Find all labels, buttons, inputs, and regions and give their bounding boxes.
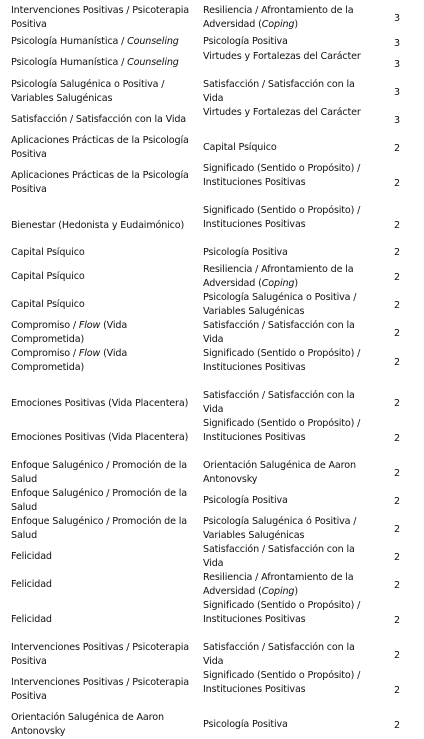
table-row [0,599,424,641]
category-a-cell: Psicología Salugénica o Positiva / Variables Salugénicas [11,79,165,104]
table-row [0,106,424,134]
category-b-cell: Satisfacción / Satisfacción con la Vida [203,79,355,104]
table-row [0,4,424,32]
category-b-cell: Psicología Positiva [203,247,288,258]
category-a-cell: Felicidad [11,614,52,625]
category-b-cell: Satisfacción / Satisfacción con la Vida [203,642,355,667]
category-b-cell: Virtudes y Fortalezas del Carácter [203,51,361,62]
category-a-cell: Psicología Humanística / Counseling [11,57,179,68]
category-a-cell: Psicología Humanística / Counseling [11,36,179,47]
count-cell: 2 [394,552,400,563]
table-row [0,641,424,669]
count-cell: 2 [394,433,400,444]
category-b-cell: Significado (Sentido o Propósito) / Instituciones Positivas [203,418,361,443]
table-row [0,459,424,487]
category-b-cell: Psicología Positiva [203,36,288,47]
count-cell: 2 [394,580,400,591]
table-row [0,204,424,246]
category-a-cell: Capital Psíquico [11,299,85,310]
category-b-cell: Psicología Salugénica o Positiva / Variables Salugénicas [203,292,357,317]
category-a-cell: Intervenciones Positivas / Psicoterapia Positiva [11,677,190,702]
category-a-cell: Enfoque Salugénico / Promoción de la Salud [11,488,188,513]
count-cell: 3 [394,38,400,49]
category-a-cell: Capital Psíquico [11,271,85,282]
table-row [0,417,424,459]
category-a-cell: Emociones Positivas (Vida Placentera) [11,398,189,409]
category-a-cell: Capital Psíquico [11,247,85,258]
count-cell: 2 [394,398,400,409]
table-row [0,319,424,347]
table-row [0,347,424,389]
count-cell: 3 [394,59,400,70]
table-row [0,389,424,417]
category-a-cell: Compromiso / Flow (Vida Comprometida) [11,348,128,373]
category-a-cell: Emociones Positivas (Vida Placentera) [11,432,189,443]
category-b-cell: Significado (Sentido o Propósito) / Instituciones Positivas [203,163,361,188]
count-cell: 2 [394,220,400,231]
table-row [0,50,424,78]
table-row [0,246,424,260]
table-row [0,162,424,204]
table-row [0,711,424,739]
count-cell: 2 [394,650,400,661]
table-row [0,571,424,599]
table-row [0,669,424,711]
count-cell: 2 [394,143,400,154]
count-cell: 2 [394,272,400,283]
category-a-cell: Aplicaciones Prácticas de la Psicología Positiva [11,135,189,160]
table-row [0,33,424,51]
count-cell: 3 [394,13,400,24]
count-cell: 2 [394,357,400,368]
table-row [0,291,424,319]
category-b-cell: Orientación Salugénica de Aaron Antonovsky [203,460,356,485]
category-b-cell: Significado (Sentido o Propósito) / Instituciones Positivas [203,600,361,625]
category-b-cell: Psicología Positiva [203,719,288,730]
category-b-cell: Resiliencia / Afrontamiento de la Adversidad (Coping) [203,5,354,30]
count-cell: 2 [394,685,400,696]
category-a-cell: Bienestar (Hedonista y Eudaimónico) [11,220,185,231]
category-b-cell: Capital Psíquico [203,142,277,153]
count-cell: 2 [394,496,400,507]
count-cell: 2 [394,615,400,626]
count-cell: 2 [394,524,400,535]
category-a-cell: Felicidad [11,579,52,590]
category-a-cell: Satisfacción / Satisfacción con la Vida [11,114,187,125]
count-cell: 2 [394,300,400,311]
count-cell: 3 [394,115,400,126]
category-b-cell: Psicología Salugénica ó Positiva / Variables Salugénicas [203,516,357,541]
table-row [0,543,424,571]
table-row [0,263,424,291]
category-b-cell: Resiliencia / Afrontamiento de la Adversidad (Coping) [203,572,354,597]
category-a-cell: Enfoque Salugénico / Promoción de la Salud [11,516,188,541]
category-b-cell: Significado (Sentido o Propósito) / Instituciones Positivas [203,670,361,695]
category-b-cell: Significado (Sentido o Propósito) / Instituciones Positivas [203,205,361,230]
category-a-cell: Orientación Salugénica de Aaron Antonovsky [11,712,164,737]
count-cell: 2 [394,178,400,189]
category-a-cell: Intervenciones Positivas / Psicoterapia Positiva [11,5,190,30]
category-b-cell: Satisfacción / Satisfacción con la Vida [203,544,355,569]
table-row [0,487,424,515]
category-b-cell: Resiliencia / Afrontamiento de la Adversidad (Coping) [203,264,354,289]
count-cell: 2 [394,247,400,258]
count-cell: 3 [394,87,400,98]
category-b-cell: Satisfacción / Satisfacción con la Vida [203,320,355,345]
table-row [0,515,424,543]
category-a-cell: Enfoque Salugénico / Promoción de la Salud [11,460,188,485]
category-a-cell: Aplicaciones Prácticas de la Psicología Positiva [11,170,189,195]
category-b-cell: Significado (Sentido o Propósito) / Instituciones Positivas [203,348,361,373]
category-b-cell: Psicología Positiva [203,495,288,506]
category-b-cell: Virtudes y Fortalezas del Carácter [203,107,361,118]
category-b-cell: Satisfacción / Satisfacción con la Vida [203,390,355,415]
count-cell: 2 [394,720,400,731]
category-a-cell: Felicidad [11,551,52,562]
table-row [0,78,424,106]
count-cell: 2 [394,328,400,339]
category-a-cell: Intervenciones Positivas / Psicoterapia Positiva [11,642,190,667]
count-cell: 2 [394,468,400,479]
category-a-cell: Compromiso / Flow (Vida Comprometida) [11,320,128,345]
table-row [0,134,424,162]
